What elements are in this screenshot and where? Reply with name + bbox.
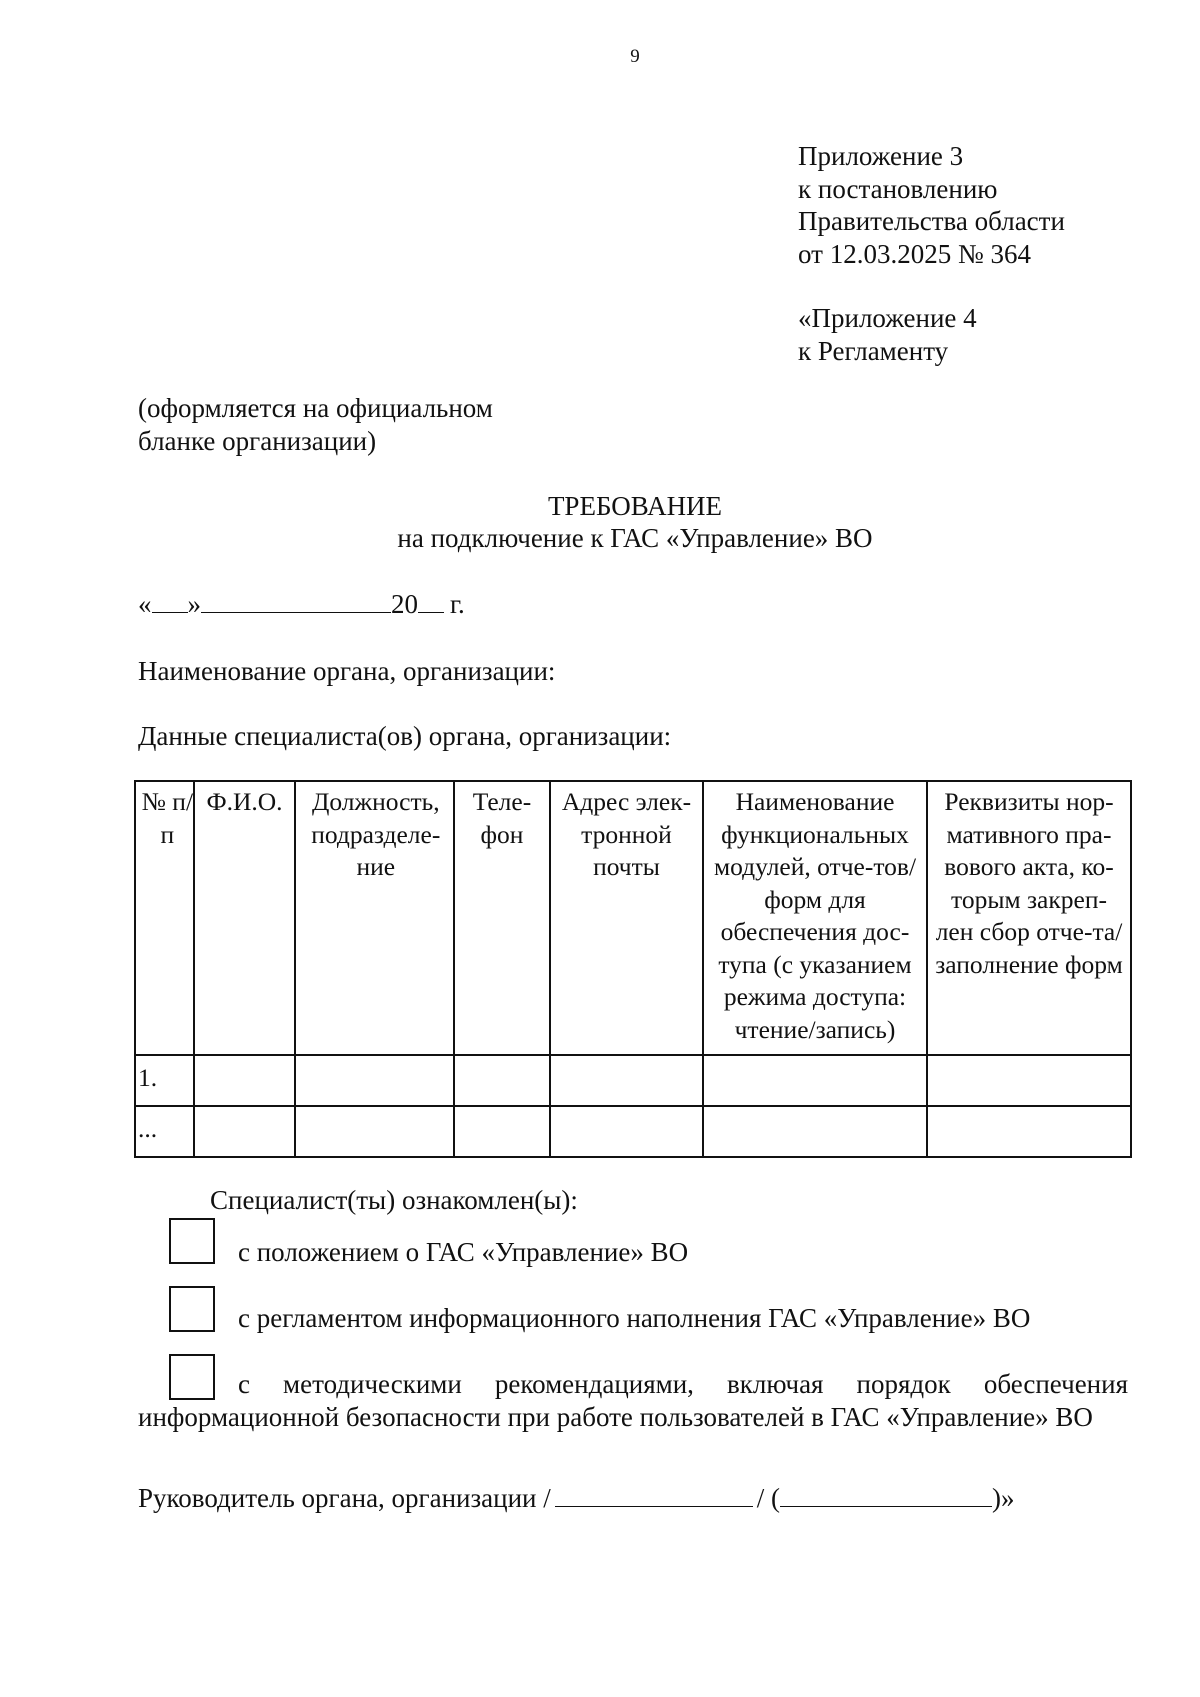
page-number: 9 bbox=[630, 46, 640, 67]
date-open-quote: « bbox=[138, 589, 152, 619]
signature-end: )» bbox=[992, 1483, 1015, 1513]
header-legal-act: Реквизиты нор-мативного пра-вового акта, ко-торым закреп-лен сбор отче-та/заполнение форм bbox=[927, 781, 1131, 1055]
table-cell[interactable] bbox=[295, 1055, 454, 1106]
table-cell[interactable]: ... bbox=[135, 1106, 194, 1157]
checkbox-regulation-position[interactable] bbox=[169, 1218, 215, 1264]
table-cell[interactable] bbox=[703, 1055, 927, 1106]
acquainted-label: Специалист(ты) ознакомлен(ы): bbox=[210, 1185, 578, 1215]
table-cell[interactable] bbox=[295, 1106, 454, 1157]
letterhead-note-line: (оформляется на официальном bbox=[138, 393, 493, 423]
table-row bbox=[135, 1106, 1131, 1157]
date-close-quote: » bbox=[187, 589, 201, 619]
appendix-line: Правительства области bbox=[798, 206, 1065, 236]
table-header-row bbox=[135, 781, 1131, 1055]
header-modules: Наименование функциональных модулей, отче-тов/форм для обеспечения дос-тупа (с указанием режима доступа: чтение/запись) bbox=[703, 781, 927, 1055]
checkbox-label-methodical: с методическими рекомендациями, включая порядок обеспечения информационной безопасности при работе пользователей в ГАС «Управление» ВО bbox=[138, 1369, 1128, 1432]
table-cell[interactable] bbox=[550, 1055, 703, 1106]
month-blank bbox=[201, 588, 391, 613]
letterhead-note bbox=[138, 392, 493, 457]
table-cell[interactable] bbox=[927, 1106, 1131, 1157]
appendix-block bbox=[798, 140, 1065, 367]
name-blank[interactable] bbox=[780, 1482, 992, 1507]
table-cell[interactable] bbox=[703, 1106, 927, 1157]
checkbox-label-content: с регламентом информационного наполнения ГАС «Управление» ВО bbox=[238, 1303, 1031, 1333]
day-blank bbox=[152, 588, 188, 613]
title-sub: на подключение к ГАС «Управление» ВО bbox=[397, 523, 873, 553]
table-cell[interactable] bbox=[927, 1055, 1131, 1106]
table-cell[interactable] bbox=[194, 1055, 295, 1106]
table-cell[interactable] bbox=[194, 1106, 295, 1157]
table-cell[interactable]: 1. bbox=[135, 1055, 194, 1106]
signature-label: Руководитель органа, организации / bbox=[138, 1483, 551, 1513]
year-prefix: 20 bbox=[391, 589, 418, 619]
title-main: ТРЕБОВАНИЕ bbox=[547, 491, 723, 521]
header-fio: Ф.И.О. bbox=[194, 781, 295, 1055]
org-name-label: Наименование органа, организации: bbox=[138, 656, 556, 686]
checkbox-label-position: с положением о ГАС «Управление» ВО bbox=[238, 1237, 689, 1267]
header-number: № п/п bbox=[135, 781, 194, 1055]
year-blank bbox=[418, 588, 444, 613]
signature-blank[interactable] bbox=[555, 1482, 753, 1507]
table-cell[interactable] bbox=[454, 1055, 550, 1106]
table-cell[interactable] bbox=[550, 1106, 703, 1157]
table-row bbox=[135, 1055, 1131, 1106]
signature-separator: / ( bbox=[756, 1483, 781, 1513]
header-email: Адрес элек-тронной почты bbox=[550, 781, 703, 1055]
header-position: Должность, подразделе-ние bbox=[295, 781, 454, 1055]
appendix-line: Приложение 3 bbox=[798, 141, 964, 171]
specialists-label: Данные специалиста(ов) органа, организации: bbox=[138, 721, 672, 751]
appendix-line: от 12.03.2025 № 364 bbox=[798, 238, 1031, 269]
document-title bbox=[0, 490, 1200, 554]
appendix-line: к постановлению bbox=[798, 173, 998, 204]
year-suffix: г. bbox=[450, 589, 465, 619]
date-line bbox=[138, 588, 465, 620]
appendix-quote-line: к Регламенту bbox=[798, 335, 949, 366]
specialists-table bbox=[134, 780, 1132, 1158]
checkbox-regulation-content[interactable] bbox=[169, 1286, 215, 1332]
header-phone: Теле-фон bbox=[454, 781, 550, 1055]
signature-line bbox=[138, 1482, 1015, 1514]
appendix-quote-line: «Приложение 4 bbox=[798, 303, 977, 333]
table-cell[interactable] bbox=[454, 1106, 550, 1157]
letterhead-note-line: бланке организации) bbox=[138, 425, 377, 456]
